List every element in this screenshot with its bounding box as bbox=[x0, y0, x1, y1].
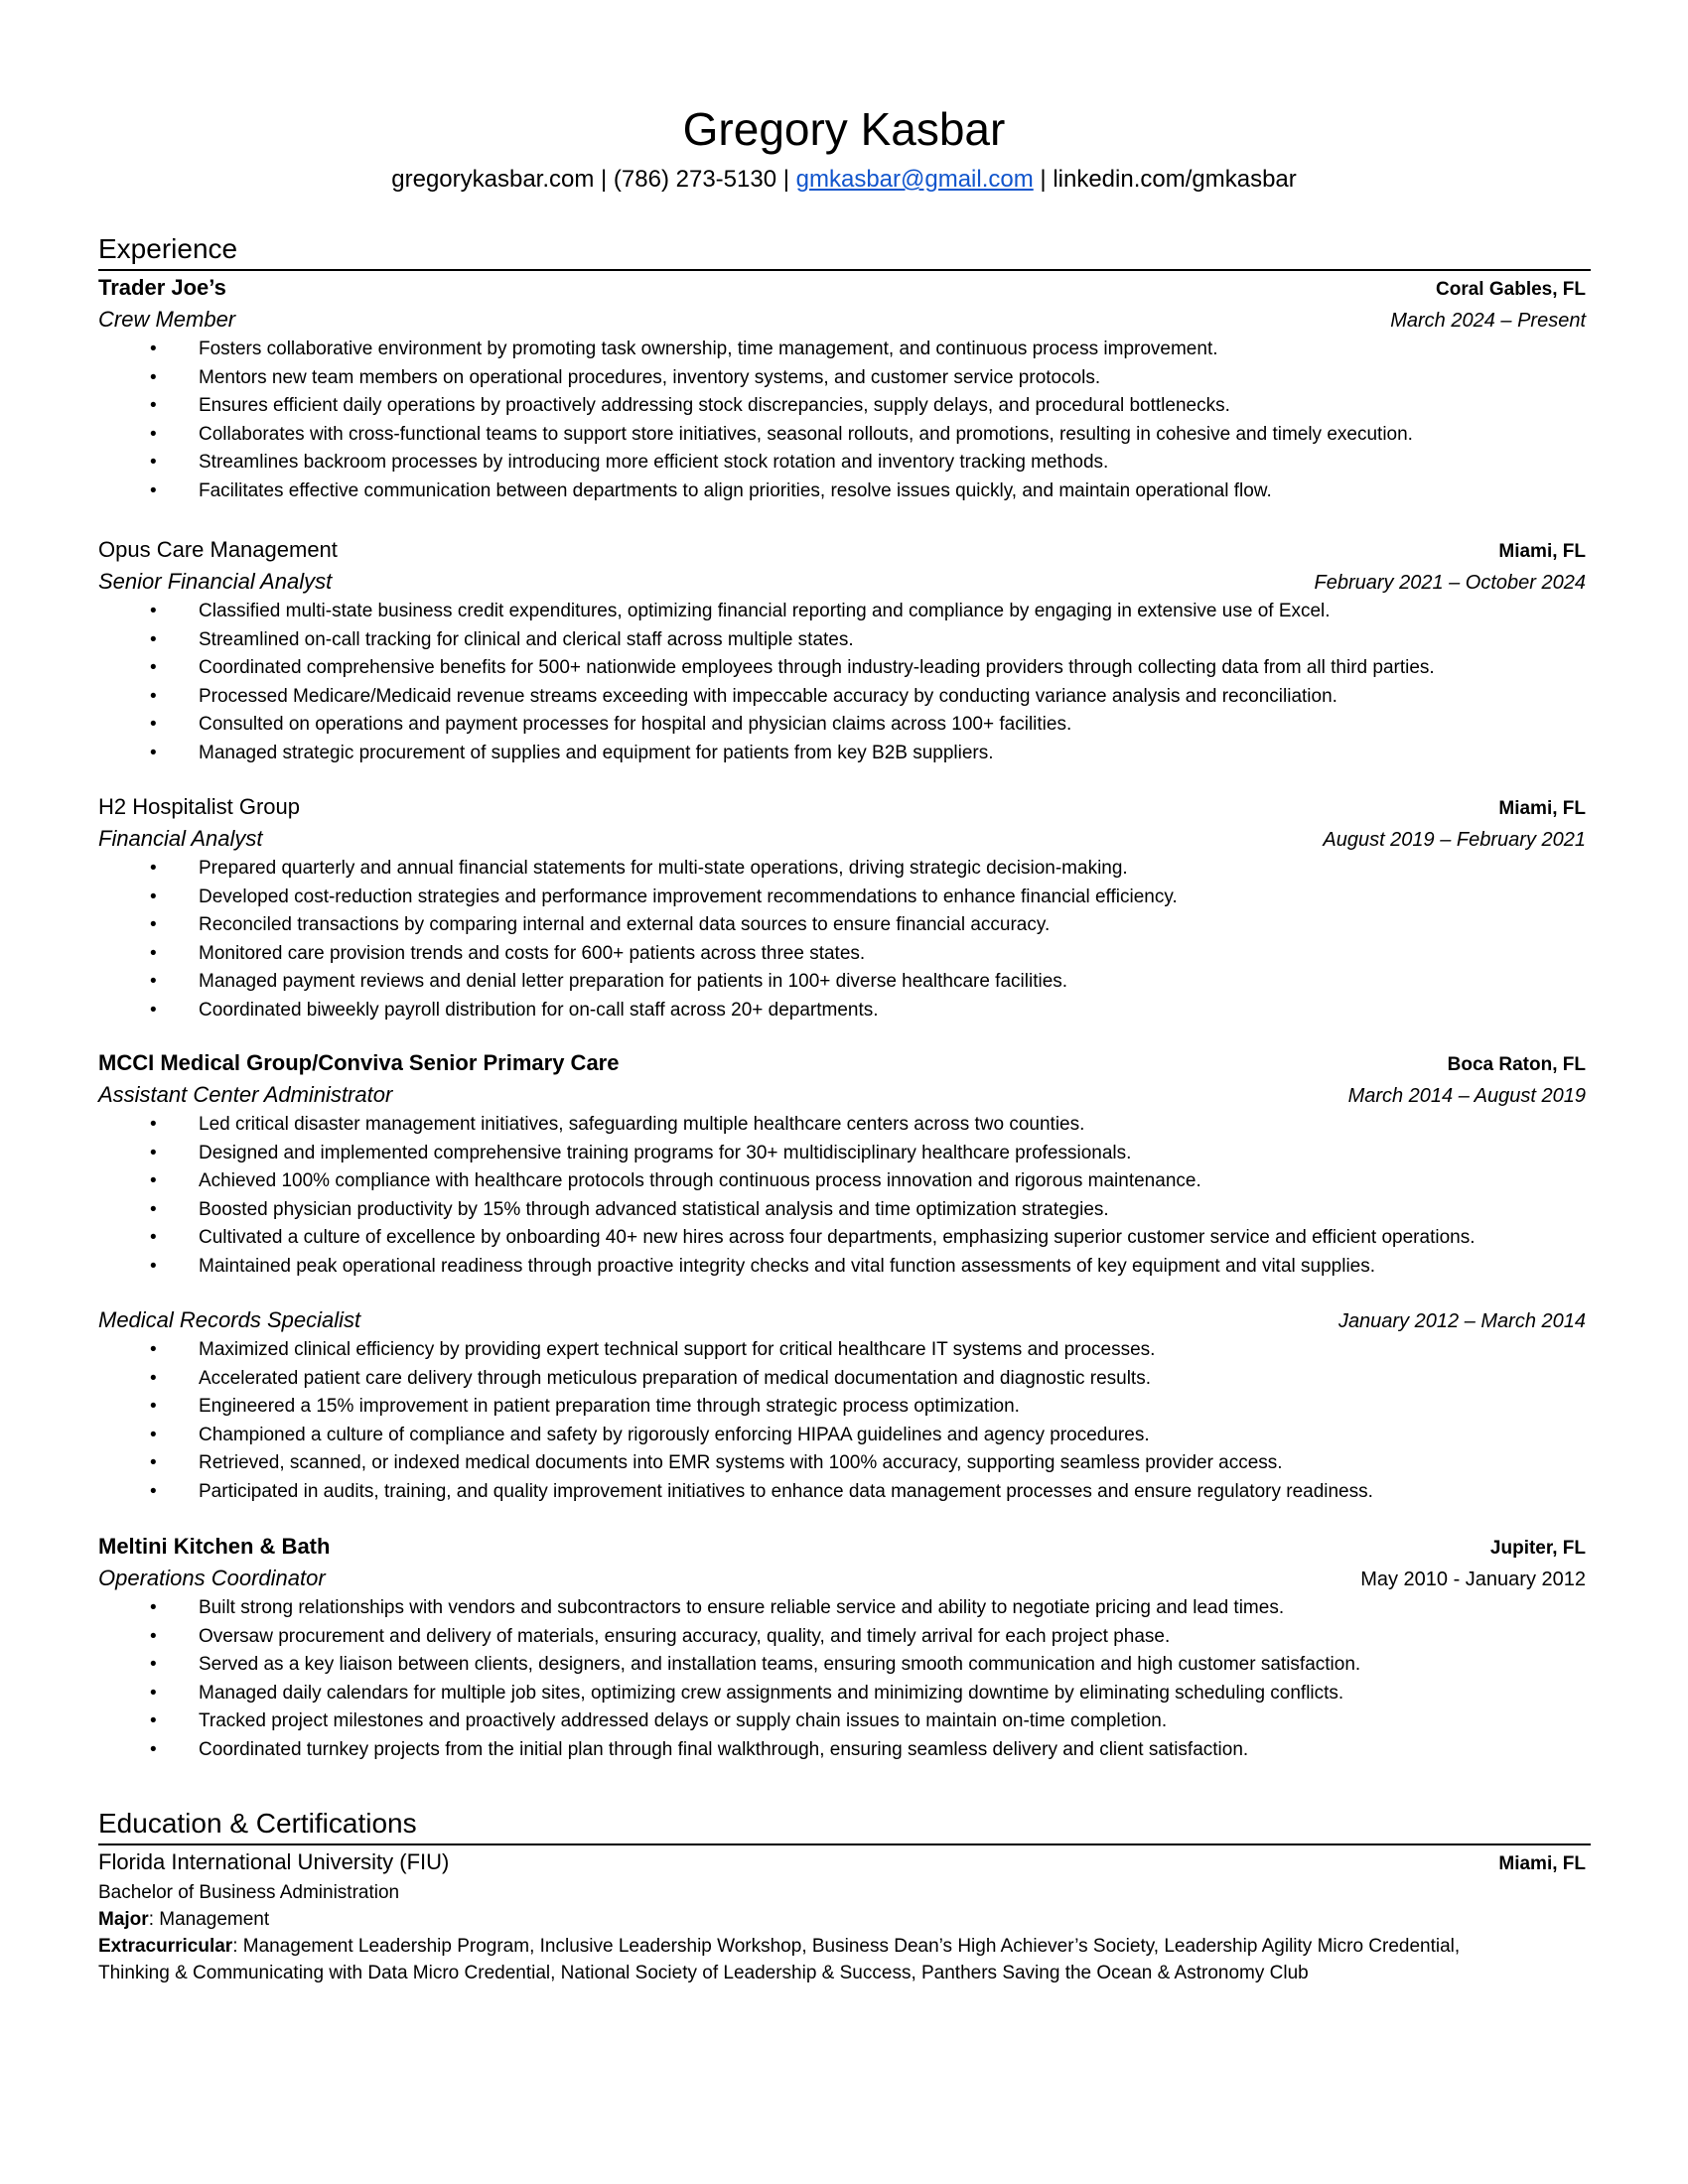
education-entry bbox=[98, 1847, 1591, 1986]
bullet-item: • Cultivated a culture of excellence by onboarding 40+ new hires across four departments, emphasizing superior customer service and efficient operations. bbox=[98, 1224, 1591, 1253]
job-entry bbox=[98, 1048, 1591, 1281]
candidate-name: Gregory Kasbar bbox=[682, 103, 1006, 155]
contact-line bbox=[0, 163, 1688, 197]
extracurricular-label: Extracurricular bbox=[98, 1936, 233, 1957]
bullet-item: • Participated in audits, training, and quality improvement initiatives to enhance data management processes and ensure regulatory readiness. bbox=[98, 1478, 1591, 1507]
job-entry bbox=[98, 1305, 1591, 1506]
major-value: : Management bbox=[148, 1909, 270, 1930]
bullet-item: • Monitored care provision trends and costs for 600+ patients across three states. bbox=[98, 940, 1591, 969]
company-name: Opus Care Management bbox=[98, 537, 338, 562]
job-dates: August 2019 – February 2021 bbox=[1323, 829, 1586, 851]
job-entry bbox=[98, 792, 1591, 1024]
bullet-item: • Managed daily calendars for multiple job sites, optimizing crew assignments and minimizing downtime by eliminating scheduling conflicts. bbox=[98, 1680, 1591, 1708]
company-name: MCCI Medical Group/Conviva Senior Primary Care bbox=[98, 1050, 620, 1075]
bullet-item: • Streamlined on-call tracking for clinical and clerical staff across multiple states. bbox=[98, 626, 1591, 655]
extracurricular-continued: Thinking & Communicating with Data Micro Credential, National Society of Leadership & Success, Panthers Saving the Ocean & Astronomy Club bbox=[98, 1963, 1309, 1983]
extracurricular-line bbox=[98, 1933, 1591, 1960]
bullet-list bbox=[98, 336, 1591, 505]
school-name: Florida International University (FIU) bbox=[98, 1849, 450, 1874]
bullet-item: • Retrieved, scanned, or indexed medical documents into EMR systems with 100% accuracy, supporting seamless provider access. bbox=[98, 1449, 1591, 1478]
job-title: Medical Records Specialist bbox=[98, 1307, 361, 1332]
section-title: Experience bbox=[98, 231, 1591, 271]
degree: Bachelor of Business Administration bbox=[98, 1882, 400, 1903]
bullet-item: • Developed cost-reduction strategies and performance improvement recommendations to enhance financial efficiency. bbox=[98, 884, 1591, 912]
bullet-item: • Oversaw procurement and delivery of materials, ensuring accuracy, quality, and timely arrival for each project phase. bbox=[98, 1623, 1591, 1652]
bullet-item: • Maximized clinical efficiency by providing expert technical support for critical healthcare IT systems and processes. bbox=[98, 1336, 1591, 1365]
bullet-list bbox=[98, 855, 1591, 1024]
bullet-item: • Managed payment reviews and denial letter preparation for patients in 100+ diverse healthcare facilities. bbox=[98, 968, 1591, 997]
bullet-list bbox=[98, 1336, 1591, 1506]
major-line bbox=[98, 1906, 1591, 1933]
bullet-item: • Consulted on operations and payment processes for hospital and physician claims across 100+ facilities. bbox=[98, 711, 1591, 740]
job-title: Operations Coordinator bbox=[98, 1566, 326, 1590]
company-name: H2 Hospitalist Group bbox=[98, 794, 300, 819]
separator: | bbox=[1033, 166, 1054, 193]
bullet-list bbox=[98, 1111, 1591, 1281]
company-name: Meltini Kitchen & Bath bbox=[98, 1534, 331, 1559]
job-title: Senior Financial Analyst bbox=[98, 569, 333, 594]
bullet-item: • Mentors new team members on operational procedures, inventory systems, and customer service protocols. bbox=[98, 364, 1591, 393]
job-location: Jupiter, FL bbox=[1489, 1538, 1586, 1559]
bullet-item: • Designed and implemented comprehensive training programs for 30+ multidisciplinary healthcare professionals. bbox=[98, 1140, 1591, 1168]
company-name: Trader Joe’s bbox=[98, 275, 226, 300]
bullet-item: • Streamlines backroom processes by introducing more efficient stock rotation and inventory tracking methods. bbox=[98, 449, 1591, 478]
job-entry bbox=[98, 535, 1591, 767]
bullet-item: • Maintained peak operational readiness through proactive integrity checks and vital function assessments of key equipment and vital supplies. bbox=[98, 1253, 1591, 1282]
bullet-item: • Facilitates effective communication between departments to align priorities, resolve issues quickly, and maintain operational flow. bbox=[98, 478, 1591, 506]
job-title: Crew Member bbox=[98, 307, 236, 332]
bullet-item: • Built strong relationships with vendors and subcontractors to ensure reliable service and ability to negotiate pricing and lead times. bbox=[98, 1594, 1591, 1623]
job-dates: February 2021 – October 2024 bbox=[1314, 572, 1586, 594]
bullet-item: • Accelerated patient care delivery through meticulous preparation of medical documentation and diagnostic results. bbox=[98, 1365, 1591, 1394]
job-title: Assistant Center Administrator bbox=[98, 1082, 393, 1107]
extracurricular-value: : Management Leadership Program, Inclusive Leadership Workshop, Business Dean’s High Achiever’s Society, Leadership Agility Micro Credential, bbox=[232, 1936, 1461, 1957]
experience-section-header bbox=[98, 231, 1591, 271]
job-location: Boca Raton, FL bbox=[1447, 1054, 1586, 1075]
bullet-item: • Fosters collaborative environment by promoting task ownership, time management, and continuous process improvement. bbox=[98, 336, 1591, 364]
website-link[interactable]: gregorykasbar.com bbox=[391, 166, 595, 193]
job-dates: January 2012 – March 2014 bbox=[1337, 1310, 1586, 1332]
bullet-item: • Ensures efficient daily operations by proactively addressing stock discrepancies, supply delays, and procedural bottlenecks. bbox=[98, 392, 1591, 421]
education-section-header bbox=[98, 1806, 1591, 1845]
job-dates: March 2014 – August 2019 bbox=[1347, 1085, 1586, 1107]
bullet-list bbox=[98, 1594, 1591, 1764]
bullet-item: • Boosted physician productivity by 15% through advanced statistical analysis and time optimization strategies. bbox=[98, 1196, 1591, 1225]
job-location: Miami, FL bbox=[1498, 798, 1586, 819]
job-location: Miami, FL bbox=[1498, 541, 1586, 562]
major-label: Major bbox=[98, 1909, 149, 1930]
bullet-item: • Championed a culture of compliance and safety by rigorously enforcing HIPAA guidelines and agency procedures. bbox=[98, 1422, 1591, 1450]
bullet-item: • Coordinated turnkey projects from the initial plan through final walkthrough, ensuring seamless delivery and client satisfaction. bbox=[98, 1736, 1591, 1765]
bullet-item: • Reconciled transactions by comparing internal and external data sources to ensure financial accuracy. bbox=[98, 911, 1591, 940]
separator: | bbox=[594, 166, 614, 193]
bullet-item: • Collaborates with cross-functional teams to support store initiatives, seasonal rollouts, and promotions, resulting in cohesive and timely execution. bbox=[98, 421, 1591, 450]
bullet-item: • Tracked project milestones and proactively addressed delays or supply chain issues to maintain on-time completion. bbox=[98, 1707, 1591, 1736]
job-dates: May 2010 - January 2012 bbox=[1360, 1569, 1586, 1590]
bullet-list bbox=[98, 598, 1591, 767]
school-location: Miami, FL bbox=[1498, 1853, 1586, 1874]
job-title: Financial Analyst bbox=[98, 826, 263, 851]
bullet-item: • Coordinated comprehensive benefits for 500+ nationwide employees through industry-leading providers through collecting data from all third parties. bbox=[98, 654, 1591, 683]
phone-number: (786) 273-5130 bbox=[613, 166, 777, 193]
section-title: Education & Certifications bbox=[98, 1806, 1591, 1845]
separator: | bbox=[776, 166, 796, 193]
bullet-item: • Prepared quarterly and annual financial statements for multi-state operations, driving strategic decision-making. bbox=[98, 855, 1591, 884]
bullet-item: • Coordinated biweekly payroll distribution for on-call staff across 20+ departments. bbox=[98, 997, 1591, 1025]
bullet-item: • Managed strategic procurement of supplies and equipment for patients from key B2B suppliers. bbox=[98, 740, 1591, 768]
bullet-item: • Served as a key liaison between clients, designers, and installation teams, ensuring smooth communication and high customer satisfaction. bbox=[98, 1651, 1591, 1680]
job-entry bbox=[98, 1532, 1591, 1764]
linkedin-link[interactable]: linkedin.com/gmkasbar bbox=[1053, 166, 1297, 193]
bullet-item: • Led critical disaster management initiatives, safeguarding multiple healthcare centers across two counties. bbox=[98, 1111, 1591, 1140]
bullet-item: • Engineered a 15% improvement in patient preparation time through strategic process optimization. bbox=[98, 1393, 1591, 1422]
bullet-item: • Processed Medicare/Medicaid revenue streams exceeding with impeccable accuracy by conducting variance analysis and reconciliation. bbox=[98, 683, 1591, 712]
bullet-item: • Classified multi-state business credit expenditures, optimizing financial reporting and compliance by engaging in extensive use of Excel. bbox=[98, 598, 1591, 626]
job-dates: March 2024 – Present bbox=[1390, 310, 1586, 332]
bullet-item: • Achieved 100% compliance with healthcare protocols through continuous process innovation and rigorous maintenance. bbox=[98, 1167, 1591, 1196]
job-location: Coral Gables, FL bbox=[1436, 279, 1586, 300]
email-link[interactable]: gmkasbar@gmail.com bbox=[795, 166, 1034, 193]
job-entry bbox=[98, 273, 1591, 505]
